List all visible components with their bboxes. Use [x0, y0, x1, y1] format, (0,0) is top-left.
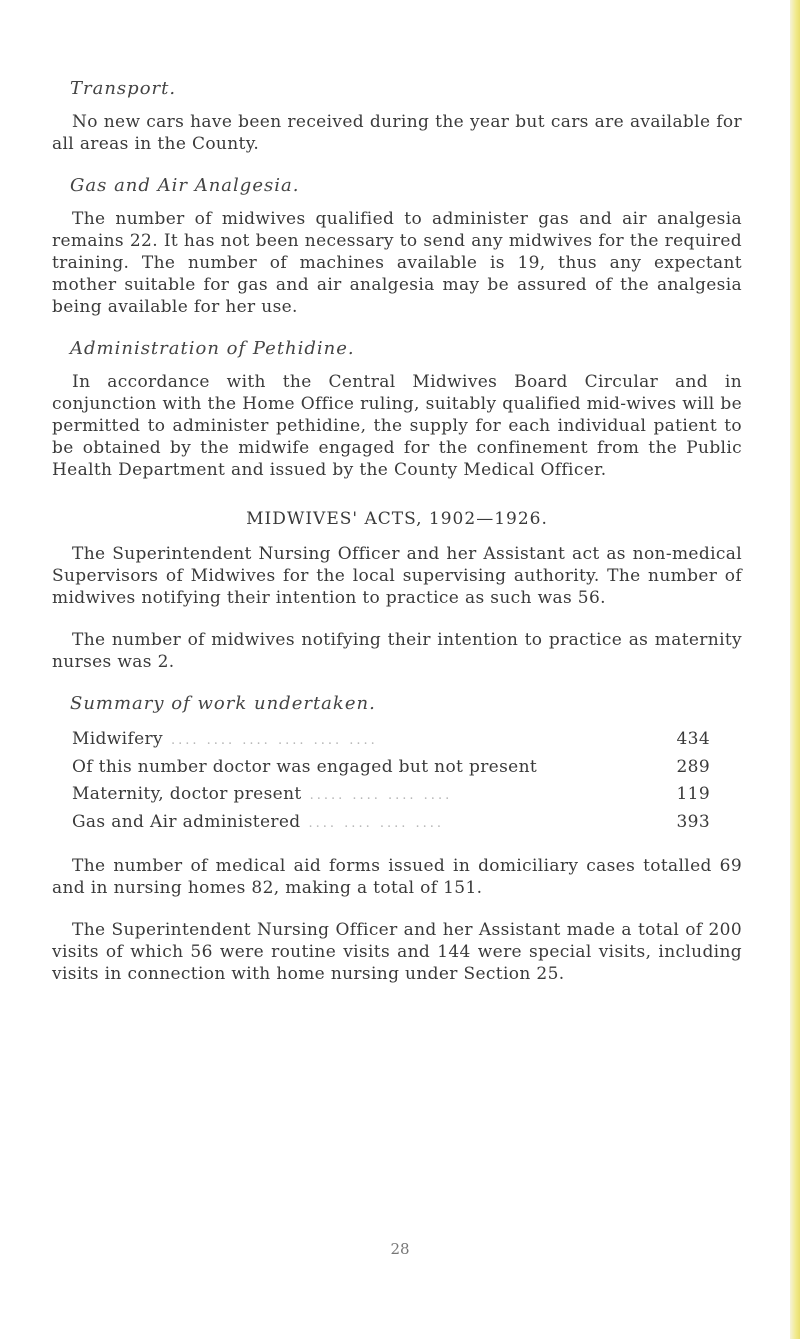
summary-row — [72, 781, 710, 809]
transport-paragraph: No new cars have been received during the year but cars are available for all areas in the County. — [52, 112, 742, 154]
pethidine-paragraph: In accordance with the Central Midwives Board Circular and in conjunction with the Home Office ruling, suitably qualified mid-wives will be permitted to administer pethidine, the supply for each individual patient to be obtained by the midwife engaged for the confinement from the Public Health Department and issued by the County Medical Officer. — [52, 372, 742, 480]
leader-dots: .... .... .... .... — [308, 816, 445, 831]
summary-row-label: Maternity, doctor present — [72, 784, 302, 804]
summary-row-value: 289 — [676, 757, 710, 777]
acts-paragraph-2: The number of midwives notifying their intention to practice as maternity nurses was 2. — [52, 630, 742, 672]
summary-row-value: 393 — [676, 812, 710, 832]
summary-row-value: 119 — [676, 784, 710, 804]
summary-row — [72, 809, 710, 837]
summary-row-label: Midwifery — [72, 729, 163, 749]
acts-paragraph-1: The Superintendent Nursing Officer and her Assistant act as non-medical Supervisors of Midwives for the local supervising authority. The number of midwives notifying their intention to practice as such was 56. — [52, 544, 742, 608]
transport-heading: Transport. — [70, 78, 177, 99]
document-page — [52, 78, 742, 1005]
summary-row — [72, 726, 710, 754]
summary-row-label: Gas and Air administered — [72, 812, 301, 832]
page-number: 28 — [390, 1240, 410, 1258]
gas-air-heading: Gas and Air Analgesia. — [70, 175, 300, 196]
summary-row-value: 434 — [676, 729, 710, 749]
leader-dots: ..... .... .... .... — [309, 788, 453, 803]
medical-aid-paragraph: The number of medical aid forms issued in domiciliary cases totalled 69 and in nursing homes 82, making a total of 151. — [52, 856, 742, 898]
summary-row — [72, 754, 710, 781]
summary-row-label: Of this number doctor was engaged but not present — [72, 757, 538, 777]
summary-table — [72, 726, 710, 837]
midwives-acts-title: MIDWIVES' ACTS, 1902—1926. — [246, 509, 548, 529]
page-edge-shading — [790, 0, 800, 1339]
leader-dots: .... .... .... .... .... .... — [170, 733, 378, 748]
pethidine-heading: Administration of Pethidine. — [70, 338, 355, 359]
visits-paragraph: The Superintendent Nursing Officer and her Assistant made a total of 200 visits of which 56 were routine visits and 144 were special visits, including visits in connection with home nursing under Section 25. — [52, 920, 742, 984]
gas-air-paragraph: The number of midwives qualified to administer gas and air analgesia remains 22. It has not been necessary to send any midwives for the required training. The number of machines available is 19, thus any expectant mother suitable for gas and air analgesia may be assured of the analgesia being available for her use. — [52, 209, 742, 317]
summary-heading: Summary of work undertaken. — [70, 693, 376, 714]
